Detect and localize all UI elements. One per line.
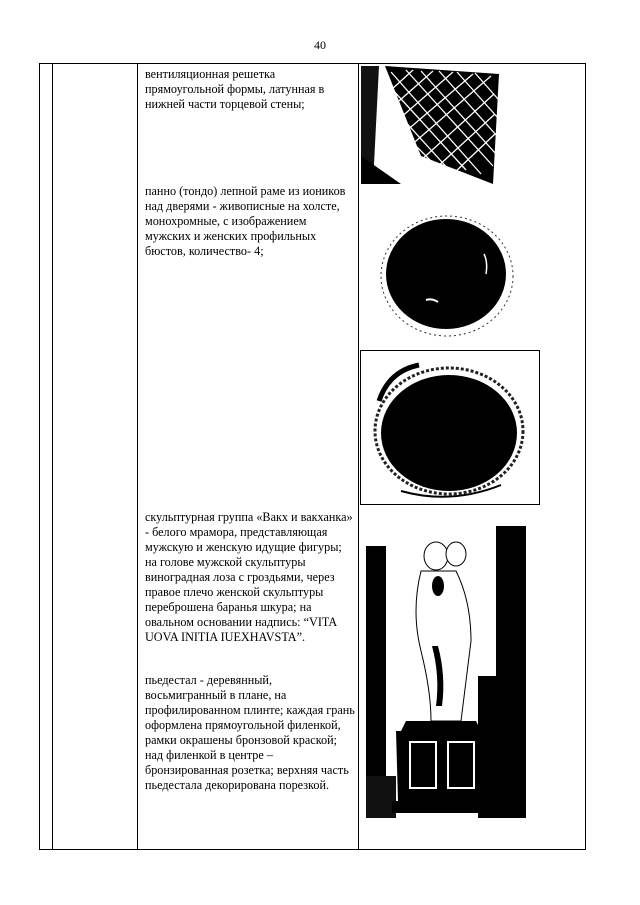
column-divider [137,64,138,849]
ventilation-grille-photo [361,66,501,184]
item-description-sculpture: скульптурная группа «Вакх и вакханка» - белого мрамора, представляющая мужскую и женскую идущие фигуры; на голове мужской скульптуры виноградная лоза с гроздьями, через правое плечо женской скульптуры переброшена баранья шкура; на овальном основании надпись: “VITA UOVA INITIA IUEXHAVSTA”. [145,510,353,644]
tondo-panel-photo-second [360,350,540,505]
column-divider [358,64,359,849]
item-description-grille: вентиляционная решетка прямоугольной формы, латунная в нижней части торцевой стены; [145,67,325,111]
page-number: 40 [314,38,326,52]
inventory-table [39,63,586,850]
item-description-tondo: панно (тондо) лепной раме из иоников над дверями - живописные на холсте, монохромные, с изображением мужских и женских профильных бюстов, количество- 4; [145,184,346,258]
item-description-pedestal: пьедестал - деревянный, восьмигранный в плане, на профилированном плинте; каждая грань оформлена прямоугольной филенкой, рамки окрашены бронзовой краской; над филенкой в центре – бронзированная розетка; верхняя часть пьедестала декорирована порезкой. [145,673,355,792]
bacchus-sculpture-photo [366,526,526,818]
tondo-panel-photo [376,204,518,344]
column-divider [52,64,53,849]
